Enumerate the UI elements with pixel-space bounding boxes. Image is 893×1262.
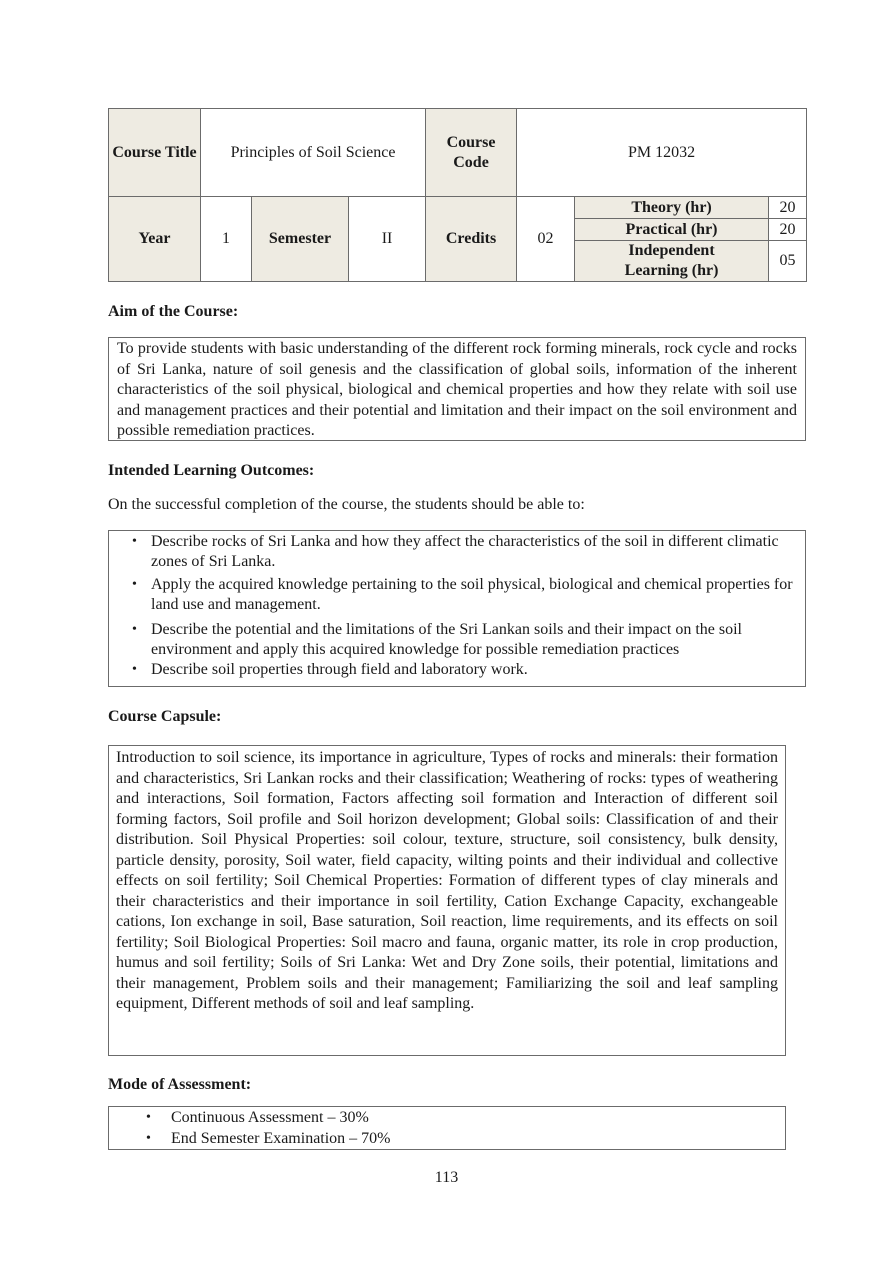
independent-learning-hours-value: 05 (769, 241, 807, 282)
assessment-list (117, 1107, 777, 1149)
aim-text: To provide students with basic understanding of the different rock forming minerals, rock cycle and rocks of Sri Lanka, nature of soil genesis and the classification of global soils, information of the inherent characteristics of the soil physical, biological and chemical properties and how they relate with soil use and management practices and their potential and limitation and their impact on the soil environment and possible remediation practices. (117, 340, 797, 439)
bullet-icon: • (132, 534, 137, 549)
assessment-item: • Continuous Assessment – 30% (146, 1109, 369, 1126)
aim-text-box (108, 337, 806, 441)
ilo-list-box (108, 530, 806, 687)
assessment-list-box (108, 1106, 786, 1150)
assessment-item: • End Semester Examination – 70% (146, 1130, 391, 1147)
bullet-icon: • (132, 577, 137, 592)
ilo-item: • Apply the acquired knowledge pertaining to the soil physical, biological and chemical properties for land use and management. (132, 576, 793, 613)
assessment-heading: Mode of Assessment: (108, 1076, 252, 1093)
page-number: 113 (434, 1169, 459, 1186)
semester-label: Semester (252, 197, 349, 282)
independent-learning-hours-label: Independent Learning (hr) (575, 241, 769, 282)
ilo-item: • Describe the potential and the limitations of the Sri Lankan soils and their impact on the soil environment and apply this acquired knowledge for possible remediation practices (132, 621, 742, 658)
capsule-heading: Course Capsule: (108, 708, 222, 725)
ilo-heading: Intended Learning Outcomes: (108, 462, 315, 479)
year-label: Year (109, 197, 201, 282)
practical-hours-value: 20 (769, 219, 807, 241)
practical-hours-label: Practical (hr) (575, 219, 769, 241)
bullet-icon: • (146, 1131, 151, 1146)
course-title-label: Course Title (109, 109, 201, 197)
bullet-icon: • (132, 622, 137, 637)
credits-label: Credits (426, 197, 517, 282)
theory-hours-label: Theory (hr) (575, 197, 769, 219)
credits-value: 02 (517, 197, 575, 282)
course-title-value: Principles of Soil Science (201, 109, 426, 197)
ilo-intro: On the successful completion of the course, the students should be able to: (108, 496, 585, 513)
ilo-item: • Describe rocks of Sri Lanka and how they affect the characteristics of the soil in different climatic zones of Sri Lanka. (132, 533, 779, 570)
year-value: 1 (201, 197, 252, 282)
aim-heading: Aim of the Course: (108, 303, 239, 320)
capsule-text-box (108, 745, 786, 1056)
theory-hours-value: 20 (769, 197, 807, 219)
course-code-label: Course Code (426, 109, 517, 197)
ilo-item: • Describe soil properties through field and laboratory work. (132, 661, 528, 678)
capsule-text: Introduction to soil science, its importance in agriculture, Types of rocks and minerals: their formation and characteristics, Sri Lankan rocks and their classification; Weathering of rocks: types of weathering and interactions, Soil formation, Factors affecting soil formation and Interaction of different soil forming factors, Soil profile and Soil horizon development; Global soils: Classification of and their distribution. Soil Physical Properties: soil colour, texture, structure, soil consistency, bulk density, particle density, porosity, Soil water, field capacity, wilting points and their individual and collective effects on soil fertility; Soil Chemical Properties: Formation of different types of clay minerals and their characteristics and their importance in soil fertility, Cation Exchange Capacity, exchangeable cations, Ion exchange in soil, Base saturation, Soil reaction, lime requirements, and its effects on soil fertility; Soil Biological Properties: Soil macro and fauna, organic matter, its role in crop production, humus and soil fertility; Soils of Sri Lanka: Wet and Dry Zone soils, their potential, limitations and their management, Problem soils and their management; Familiarizing the soil and leaf sampling equipment, Different methods of soil and leaf sampling. (116, 749, 778, 1012)
bullet-icon: • (146, 1110, 151, 1125)
semester-value: II (349, 197, 426, 282)
ilo-list (117, 532, 797, 680)
bullet-icon: • (132, 662, 137, 677)
course-code-value: PM 12032 (517, 109, 807, 197)
course-info-table (108, 108, 807, 282)
